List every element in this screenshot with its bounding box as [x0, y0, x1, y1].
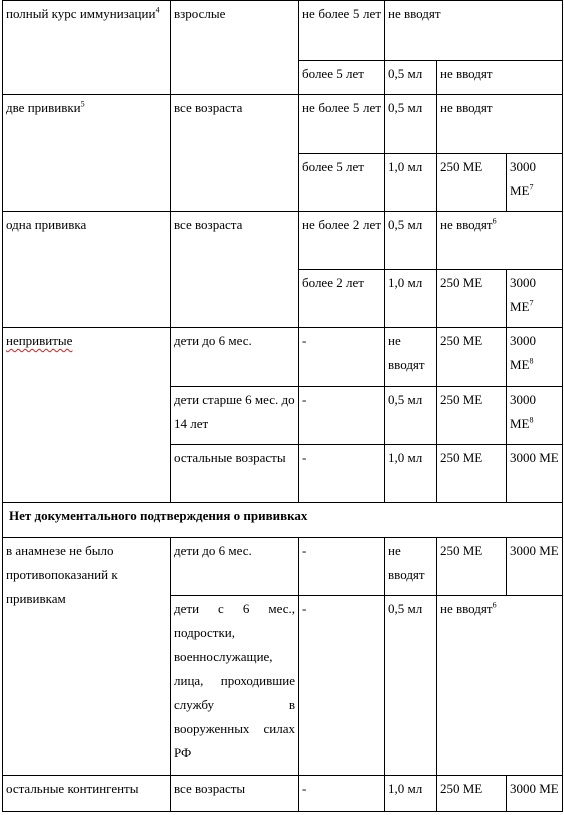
cell-dose: 0,5 мл: [385, 61, 437, 95]
cell-period: -: [299, 538, 385, 596]
section-header: Нет документального подтверждения о прививках: [3, 503, 563, 538]
cell-value: не вводят: [385, 1, 563, 61]
cell-age: остальные возрасты: [171, 445, 299, 503]
cell-period: -: [299, 328, 385, 387]
cell-period: -: [299, 387, 385, 445]
cell-age: все возраста: [171, 212, 299, 328]
cell-dose: 0,5 мл: [385, 212, 437, 270]
cell-dose: 0,5 мл: [385, 387, 437, 445]
cell-period: более 5 лет: [299, 61, 385, 95]
cell-dose: 0,5 мл: [385, 95, 437, 154]
table-row: [3, 503, 563, 538]
cell-me-2: 3000 $МЕ^8$: [507, 387, 563, 445]
table-row: [3, 95, 563, 154]
table-row: [3, 328, 563, 387]
cell-me-1: 250 МЕ: [437, 538, 507, 596]
cell-group: одна прививка: [3, 212, 171, 328]
cell-period: не более 2 лет: [299, 212, 385, 270]
cell-period: -: [299, 596, 385, 776]
cell-dose: 1,0 мл: [385, 776, 437, 812]
vaccination-table: [2, 0, 563, 812]
table-row: [3, 776, 563, 812]
cell-age: дети до 6 мес.: [171, 538, 299, 596]
cell-group: две прививки$^5$: [3, 95, 171, 212]
cell-age: дети старше 6 мес. до 14 лет: [171, 387, 299, 445]
cell-me-2: 3000 $МЕ^8$: [507, 328, 563, 387]
cell-me-1: 250 МЕ: [437, 445, 507, 503]
cell-period: более 2 лет: [299, 270, 385, 328]
table-row: [3, 538, 563, 596]
cell-age: все возраста: [171, 95, 299, 212]
cell-period: не более 5 лет: [299, 95, 385, 154]
cell-me-2: 3000 $МЕ^7$: [507, 154, 563, 212]
cell-age: взрослые: [171, 1, 299, 95]
cell-me-2: 3000 $МЕ^7$: [507, 270, 563, 328]
cell-age: дети с 6 мес., подростки, военнослужащие, лица, проходившие службу в вооруженных силах РФ: [171, 596, 299, 776]
cell-me-2: 3000 МЕ: [507, 776, 563, 812]
cell-dose: 0,5 мл: [385, 596, 437, 776]
cell-period: -: [299, 445, 385, 503]
cell-value: не вводят$^6$: [437, 212, 563, 270]
cell-dose: не вводят: [385, 328, 437, 387]
cell-value: не вводят$^6$: [437, 596, 563, 776]
cell-group: остальные контингенты: [3, 776, 171, 812]
cell-period: -: [299, 776, 385, 812]
cell-me-1: 250 МЕ: [437, 154, 507, 212]
cell-age: все возрасты: [171, 776, 299, 812]
cell-me-2: 3000 МЕ: [507, 538, 563, 596]
cell-dose: не вводят: [385, 538, 437, 596]
table-row: [3, 212, 563, 270]
cell-dose: 1,0 мл: [385, 154, 437, 212]
cell-me-1: 250 МЕ: [437, 387, 507, 445]
cell-me-1: 250 МЕ: [437, 328, 507, 387]
cell-dose: 1,0 мл: [385, 445, 437, 503]
cell-period: не более 5 лет: [299, 1, 385, 61]
table-row: [3, 1, 563, 61]
cell-value: не вводят: [437, 61, 563, 95]
cell-group: в анамнезе не было противопоказаний к прививкам: [3, 538, 171, 776]
cell-period: более 5 лет: [299, 154, 385, 212]
cell-value: не вводят: [437, 95, 563, 154]
cell-age: дети до 6 мес.: [171, 328, 299, 387]
cell-me-2: 3000 МЕ: [507, 445, 563, 503]
cell-dose: 1,0 мл: [385, 270, 437, 328]
cell-group: непривитые: [3, 328, 171, 503]
cell-me-1: 250 МЕ: [437, 776, 507, 812]
cell-group: полный курс иммунизации$^4$: [3, 1, 171, 95]
cell-me-1: 250 МЕ: [437, 270, 507, 328]
